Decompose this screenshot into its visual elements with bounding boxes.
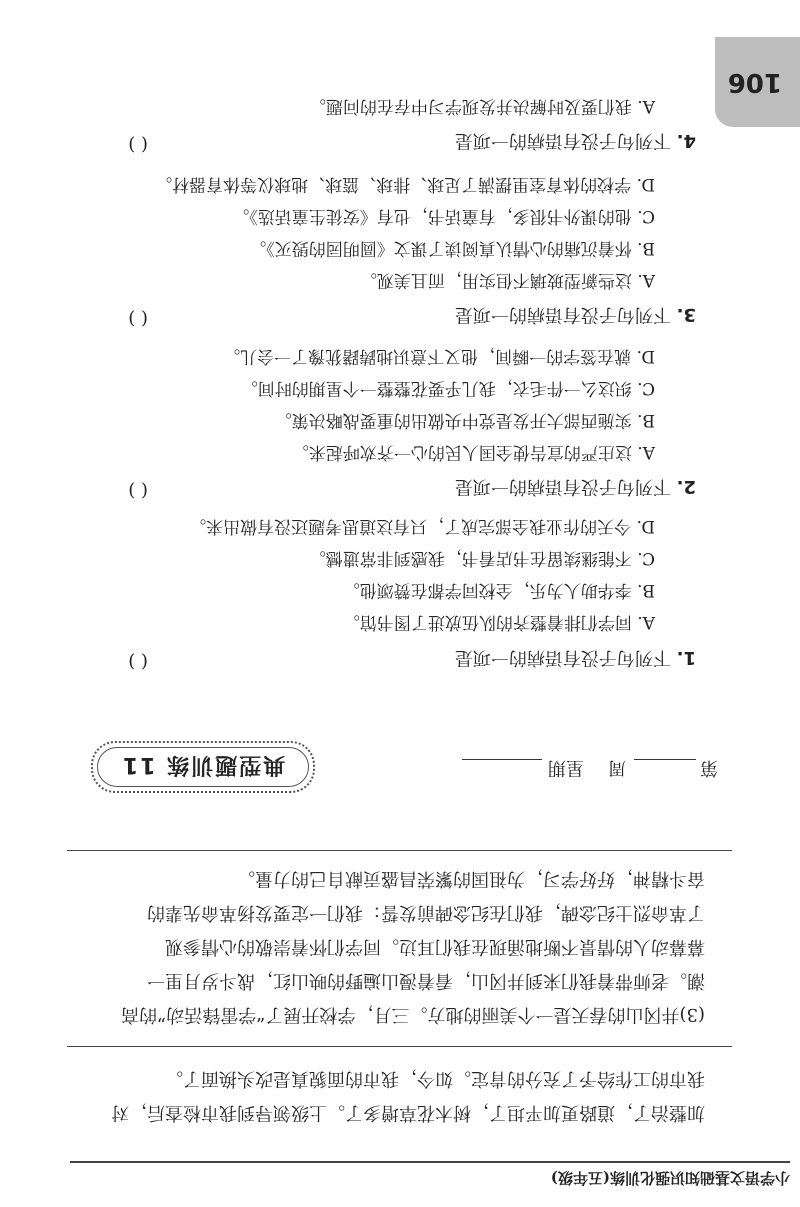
training-banner-label: 典型题训练 11	[120, 752, 286, 778]
answer-parentheses[interactable]: ( )	[128, 308, 148, 329]
passage-line: 了革命烈士纪念碑，我们在纪念碑前发誓：我们一定要发扬革命先辈的	[147, 902, 705, 923]
question-number: 3.	[676, 304, 696, 325]
passage-line: (3)井冈山的春天是一个美丽的地方。三月，学校开展了“学雷锋活动”的高	[121, 1004, 705, 1025]
answer-parentheses[interactable]: ( )	[128, 134, 148, 155]
question-3-option-a: A. 这些新型玻璃不但实用，而且美观。	[359, 270, 655, 290]
weekday-blank[interactable]	[462, 759, 542, 760]
answer-parentheses[interactable]: ( )	[128, 480, 148, 501]
question-2-stem	[96, 475, 696, 501]
passage-line: 奋斗精神，好好学习，为祖国的繁荣昌盛贡献自己的力量。	[237, 868, 705, 889]
header-rule	[70, 1161, 790, 1163]
week-prefix: 第	[700, 757, 718, 778]
question-1-option-a: A. 同学们排着整齐的队伍放进了图书馆。	[342, 612, 655, 632]
question-2-option-a: A. 这庄严的宣告使全国人民的心一齐欢呼起来。	[291, 442, 655, 462]
question-1-option-d: D. 今天的作业我全部完成了，只有这道思考题还没有做出来。	[189, 516, 655, 536]
question-4-stem	[96, 129, 696, 155]
section-divider	[67, 850, 732, 851]
question-3-stem	[96, 303, 696, 329]
question-2-option-b: B. 实施西部大开发是党中央做出的重要战略决策。	[274, 410, 655, 430]
question-1-option-b: B. 李华助人为乐，全校同学都在赞颂他。	[342, 580, 655, 600]
question-4-option-a: A. 我们要及时解决并发现学习中存在的问题。	[308, 96, 655, 116]
question-text: 下列句子没有语病的一项是	[454, 130, 671, 151]
question-number: 1.	[676, 647, 696, 668]
section-divider	[67, 1046, 732, 1047]
reading-passage-3	[65, 861, 705, 1031]
passage-line: 我市的工作给予了充分的肯定。如今，我市的面貌真是改头换面了。	[165, 1068, 705, 1089]
question-number: 4.	[676, 130, 696, 151]
week-suffix: 星期	[548, 757, 584, 778]
question-text: 下列句子没有语病的一项是	[454, 304, 671, 325]
training-banner	[91, 741, 315, 793]
question-number: 2.	[676, 476, 696, 497]
passage-line: 加整治了，道路更加平坦了，树木花草增多了。上级领导到我市检查后，对	[111, 1102, 705, 1123]
passage-line: 幕幕动人的情景不断地涌现在我们耳边。同学们怀着崇敬的心情参观	[165, 936, 705, 957]
passage-line: 潮。老师带着我们来到井冈山，看着漫山遍野的映山红，战斗岁月里一	[147, 970, 705, 991]
question-text: 下列句子没有语病的一项是	[454, 647, 671, 668]
page-number: 106	[727, 67, 782, 97]
question-3-option-c: C. 他的课外书很多，有童话书，也有《安徒生童话选》。	[232, 206, 655, 226]
question-1-option-c: C. 不能继续留在书店看书，我感到非常遗憾。	[308, 548, 655, 568]
week-number-blank[interactable]	[634, 759, 696, 760]
question-2-option-d: D. 就在签字的一瞬间，他又下意识地踌躇犹豫了一会儿。	[223, 346, 655, 366]
question-text: 下列句子没有语病的一项是	[454, 476, 671, 497]
book-header-title: 小学语文基础知识强化训练(五年级)	[550, 1169, 790, 1187]
reading-tail-passage	[65, 1061, 705, 1129]
training-banner-frame	[97, 747, 309, 787]
answer-parentheses[interactable]: ( )	[128, 651, 148, 672]
question-3-option-b: B. 怀着沉痛的心情认真阅读了课文《圆明园的毁灭》。	[249, 238, 655, 258]
question-2-option-c: C. 织这么一件毛衣，我几乎要花整整一个星期的时间。	[240, 378, 655, 398]
question-1-stem	[96, 646, 696, 672]
question-3-option-d: D. 学校的体育室里摆满了足球、排球、篮球、地球仪等体育器材。	[155, 174, 655, 194]
week-mid: 周	[608, 757, 626, 778]
